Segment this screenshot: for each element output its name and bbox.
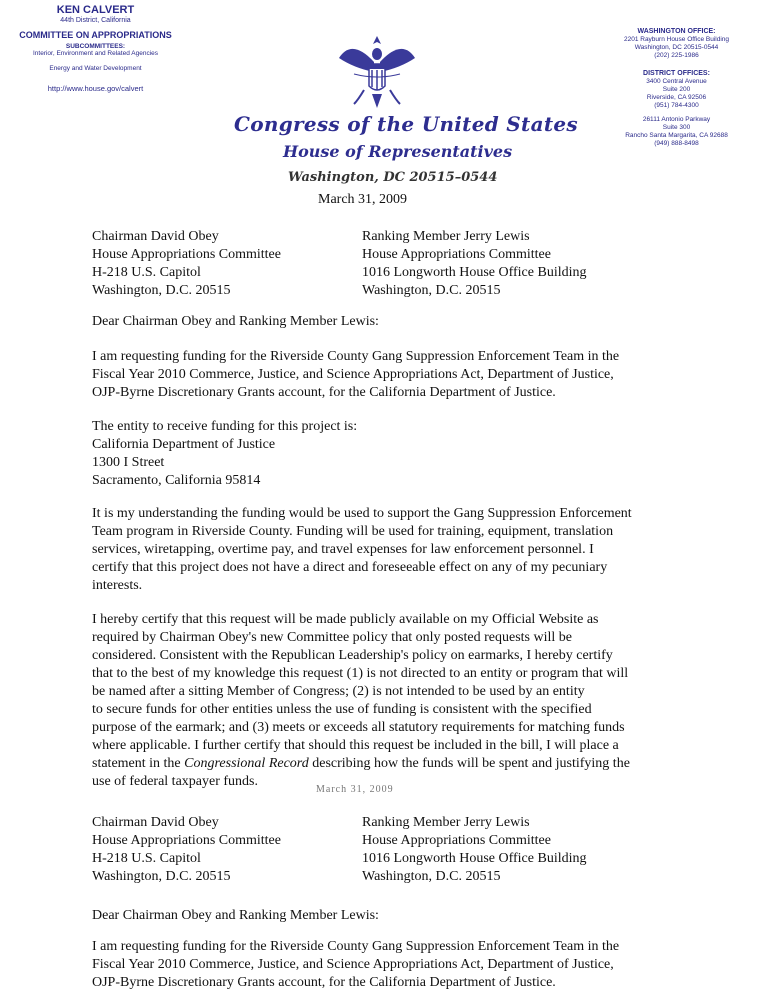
- district-office-phone: (951) 784-4300: [654, 102, 699, 109]
- address-line: Washington, D.C. 20515: [92, 869, 231, 884]
- address-line: Chairman David Obey: [92, 229, 219, 244]
- paragraph-line: Fiscal Year 2010 Commerce, Justice, and Science Appropriations Act, Department of Justice,: [92, 367, 614, 382]
- paragraph-line: OJP-Byrne Discretionary Grants account, for the California Department of Justice.: [92, 975, 556, 990]
- text-run: statement in the: [92, 756, 185, 771]
- text-run: describing how the funds will be spent and justifying the: [308, 756, 630, 771]
- paragraph-line: I hereby certify that this request will be made publicly available on my Official Website as: [92, 612, 599, 627]
- district-office-line: Suite 300: [662, 124, 691, 131]
- address-line: 1016 Longworth House Office Building: [362, 851, 587, 866]
- address-chairman-repeat: [92, 814, 281, 886]
- member-name: KEN CALVERT: [56, 4, 135, 16]
- paragraph-line: to secure funds for other entities unless the use of funding is consistent with the specified: [92, 702, 592, 717]
- subcommittees-label: SUBCOMMITTEES:: [65, 43, 126, 50]
- eagle-seal-icon: [334, 28, 420, 114]
- certification-paragraph: [92, 611, 682, 791]
- letterhead-left: [8, 4, 183, 93]
- paragraph-line: where applicable. I further certify that should this request be included in the bill, I will place a: [92, 738, 619, 753]
- paragraph-line: California Department of Justice: [92, 437, 276, 452]
- committee-name: COMMITTEE ON APPROPRIATIONS: [19, 30, 172, 40]
- paragraph-line: required by Chairman Obey's new Committee policy that only posted requests will be: [92, 630, 572, 645]
- paragraph-line: The entity to receive funding for this project is:: [92, 419, 358, 434]
- district-office-line: 3400 Central Avenue: [646, 78, 707, 85]
- paragraph-line: 1300 I Street: [92, 455, 165, 470]
- address-line: Ranking Member Jerry Lewis: [362, 229, 530, 244]
- address-chairman: [92, 228, 281, 300]
- paragraph-line: interests.: [92, 578, 143, 593]
- dc-heading: Washington, DC 20515–0544: [288, 170, 498, 185]
- washington-office-phone: (202) 225-1986: [654, 52, 699, 59]
- paragraph-line: Sacramento, California 95814: [92, 473, 261, 488]
- address-line: Ranking Member Jerry Lewis: [362, 815, 530, 830]
- paragraph-line: It is my understanding the funding would be used to support the Gang Suppression Enforcement: [92, 506, 632, 521]
- paragraph-line: OJP-Byrne Discretionary Grants account, for the California Department of Justice.: [92, 385, 556, 400]
- district-office-line: Rancho Santa Margarita, CA 92688: [625, 132, 728, 139]
- request-paragraph-repeat: [92, 938, 682, 992]
- address-line: H-218 U.S. Capitol: [92, 851, 201, 866]
- salutation-repeat: Dear Chairman Obey and Ranking Member Lewis:: [92, 908, 379, 923]
- address-ranking-member-repeat: [362, 814, 587, 886]
- address-line: Washington, D.C. 20515: [362, 869, 501, 884]
- subcommittee-interior: Interior, Environment and Related Agencies: [32, 50, 159, 57]
- washington-office-line: Washington, DC 20515-0544: [634, 44, 719, 51]
- address-line: H-218 U.S. Capitol: [92, 265, 201, 280]
- request-paragraph: [92, 348, 682, 402]
- paragraph-line: Team program in Riverside County. Funding will be used for training, equipment, translation: [92, 524, 614, 539]
- address-line: House Appropriations Committee: [92, 247, 281, 262]
- house-heading: House of Representatives: [283, 142, 513, 161]
- letter-date: March 31, 2009: [318, 192, 408, 207]
- paragraph-line: services, wiretapping, overtime pay, and travel expenses for law enforcement personnel. I: [92, 542, 594, 557]
- website-link[interactable]: http://www.house.gov/calvert: [47, 84, 144, 93]
- entity-paragraph: [92, 418, 682, 490]
- paragraph-line: use of federal taxpayer funds.: [92, 774, 258, 789]
- subcommittee-energy: Energy and Water Development: [49, 65, 142, 72]
- address-line: Washington, D.C. 20515: [362, 283, 501, 298]
- paragraph-line: that to the best of my knowledge this request (1) is not directed to an entity or program that will: [92, 666, 629, 681]
- washington-office-line: 2201 Rayburn House Office Building: [623, 36, 730, 43]
- congressional-record-title: Congressional Record: [184, 756, 309, 771]
- paragraph-line: Fiscal Year 2010 Commerce, Justice, and Science Appropriations Act, Department of Justice,: [92, 957, 614, 972]
- ghost-date-fragment: March 31, 2009: [316, 784, 394, 795]
- member-district: 44th District, California: [60, 17, 131, 24]
- district-office-phone: (949) 888-8498: [654, 140, 699, 147]
- paragraph-line: purpose of the earmark; and (3) meets or exceeds all statutory requirements for matching funds: [92, 720, 625, 735]
- address-line: Chairman David Obey: [92, 815, 219, 830]
- paragraph-line: be named after a sitting Member of Congress; (2) is not intended to be used by an entity: [92, 684, 585, 699]
- address-ranking-member: [362, 228, 587, 300]
- address-line: Washington, D.C. 20515: [92, 283, 231, 298]
- district-offices-header: DISTRICT OFFICES:: [643, 70, 710, 77]
- district-office-line: Riverside, CA 92506: [646, 94, 707, 101]
- letterhead-right: [585, 28, 768, 148]
- paragraph-line: certify that this project does not have a direct and foreseeable effect on any of my pecuniary: [92, 560, 608, 575]
- district-office-line: Suite 200: [662, 86, 691, 93]
- district-office-line: 26111 Antonio Parkway: [642, 116, 711, 123]
- paragraph-line: considered. Consistent with the Republican Leadership's policy on earmarks, I hereby certify: [92, 648, 613, 663]
- address-line: House Appropriations Committee: [92, 833, 281, 848]
- washington-office-header: WASHINGTON OFFICE:: [637, 28, 716, 35]
- address-line: 1016 Longworth House Office Building: [362, 265, 587, 280]
- paragraph-line: I am requesting funding for the Riverside County Gang Suppression Enforcement Team in the: [92, 349, 620, 364]
- salutation: Dear Chairman Obey and Ranking Member Lewis:: [92, 314, 379, 329]
- congress-heading: Congress of the United States: [234, 112, 578, 136]
- address-line: House Appropriations Committee: [362, 833, 551, 848]
- paragraph-line: I am requesting funding for the Riverside County Gang Suppression Enforcement Team in the: [92, 939, 620, 954]
- address-line: House Appropriations Committee: [362, 247, 551, 262]
- understanding-paragraph: [92, 505, 682, 595]
- paragraph-line: [92, 755, 682, 773]
